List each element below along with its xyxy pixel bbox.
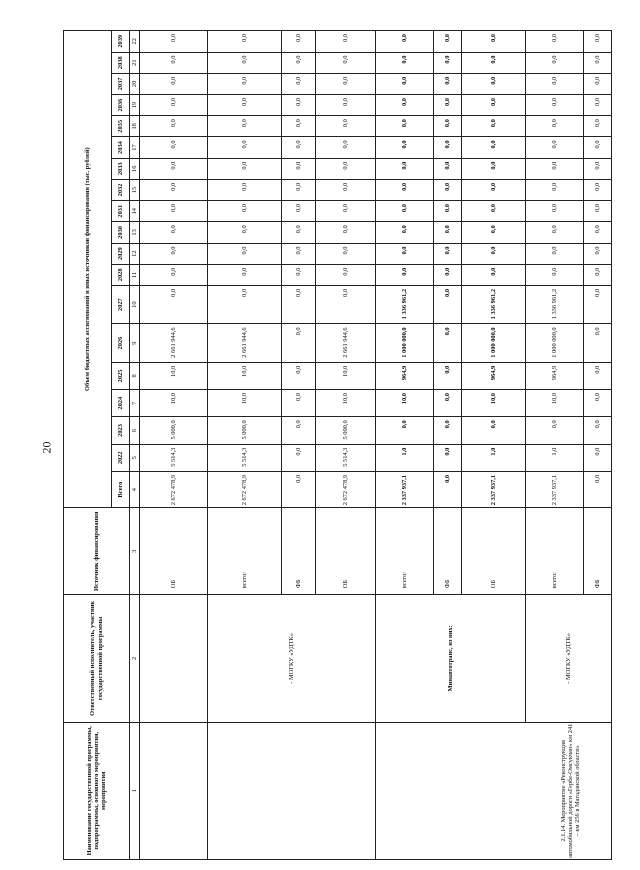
value-cell: 0,0 [140, 285, 208, 323]
header-year: 2036 [112, 95, 130, 116]
value-cell: 1 336 961,2 [462, 285, 526, 323]
table-row [208, 31, 282, 860]
value-cell: 0,0 [140, 179, 208, 200]
source-cell: ФБ [584, 508, 612, 595]
value-cell: 0,0 [584, 264, 612, 285]
value-cell: 0,0 [316, 158, 376, 179]
value-cell: 0,0 [376, 417, 434, 444]
value-cell: 0,0 [584, 116, 612, 137]
column-number: 15 [130, 179, 140, 200]
header-year: 2032 [112, 179, 130, 200]
value-cell: 0,0 [316, 201, 376, 222]
value-cell: 0,0 [584, 137, 612, 158]
value-cell: 1,0 [526, 444, 584, 471]
column-number: 7 [130, 390, 140, 417]
value-cell: 0,0 [584, 324, 612, 362]
value-cell: 0,0 [434, 158, 462, 179]
column-number: 3 [130, 508, 140, 595]
value-cell: 0,0 [434, 444, 462, 471]
value-cell: 0,0 [316, 243, 376, 264]
value-cell: 0,0 [208, 116, 282, 137]
value-cell: 0,0 [584, 73, 612, 94]
value-cell: 10,0 [140, 362, 208, 389]
program-name-cell [208, 722, 376, 859]
executor-cell: - МОГКУ «УДТК» [208, 595, 376, 722]
value-cell: 5 000,0 [316, 417, 376, 444]
column-number: 8 [130, 362, 140, 389]
program-name-cell [140, 722, 208, 859]
value-cell: 0,0 [316, 31, 376, 53]
value-cell: 0,0 [208, 264, 282, 285]
value-cell: 0,0 [376, 158, 434, 179]
value-cell: 0,0 [208, 52, 282, 73]
value-cell: 0,0 [434, 137, 462, 158]
value-cell: 0,0 [462, 52, 526, 73]
value-cell: 0,0 [462, 73, 526, 94]
value-cell: 0,0 [376, 95, 434, 116]
budget-table-sheet [63, 30, 611, 860]
value-cell: 0,0 [584, 243, 612, 264]
value-cell: 2 661 944,6 [316, 324, 376, 362]
value-cell: 0,0 [526, 243, 584, 264]
value-cell: 0,0 [140, 243, 208, 264]
value-cell: 2 661 944,6 [140, 324, 208, 362]
header-year: 2034 [112, 137, 130, 158]
value-cell: 10,0 [208, 362, 282, 389]
column-number: 18 [130, 116, 140, 137]
value-cell: 0,0 [282, 158, 316, 179]
value-cell: 0,0 [282, 444, 316, 471]
value-cell: 0,0 [434, 73, 462, 94]
value-cell: 0,0 [434, 243, 462, 264]
value-cell: 0,0 [376, 73, 434, 94]
value-cell: 1 000 000,0 [526, 324, 584, 362]
value-cell: 5 514,3 [208, 444, 282, 471]
value-cell: 0,0 [316, 95, 376, 116]
column-number: 19 [130, 95, 140, 116]
value-cell: 0,0 [140, 73, 208, 94]
value-cell: 0,0 [584, 179, 612, 200]
value-cell: 0,0 [140, 31, 208, 53]
value-cell: 10,0 [376, 390, 434, 417]
value-cell: 0,0 [434, 362, 462, 389]
value-cell: 0,0 [434, 31, 462, 53]
value-cell: 0,0 [462, 158, 526, 179]
column-number: 20 [130, 73, 140, 94]
page-number: 20 [39, 441, 54, 454]
value-cell: 0,0 [526, 222, 584, 243]
value-cell: 0,0 [282, 31, 316, 53]
value-cell: 1 000 000,0 [462, 324, 526, 362]
value-cell: 2 337 937,1 [526, 471, 584, 507]
header-year: 2035 [112, 116, 130, 137]
header-year: 2022 [112, 444, 130, 471]
value-cell: 0,0 [434, 324, 462, 362]
header-year: 2031 [112, 201, 130, 222]
source-cell: ОБ [316, 508, 376, 595]
value-cell: 0,0 [584, 390, 612, 417]
header-year: 2030 [112, 222, 130, 243]
value-cell: 0,0 [526, 95, 584, 116]
source-cell: всего: [526, 508, 584, 595]
value-cell: 0,0 [434, 201, 462, 222]
value-cell: 0,0 [282, 471, 316, 507]
header-year: 2033 [112, 158, 130, 179]
value-cell: 10,0 [526, 390, 584, 417]
value-cell: 0,0 [462, 222, 526, 243]
value-cell: 0,0 [462, 264, 526, 285]
executor-cell [140, 595, 208, 722]
value-cell: 0,0 [376, 264, 434, 285]
value-cell: 0,0 [316, 73, 376, 94]
value-cell: 1,0 [376, 444, 434, 471]
column-number: 16 [130, 158, 140, 179]
header-year: 2027 [112, 285, 130, 323]
value-cell: 0,0 [282, 179, 316, 200]
column-number: 4 [130, 471, 140, 507]
column-number: 2 [130, 595, 140, 722]
value-cell: 0,0 [316, 52, 376, 73]
value-cell: 5 514,3 [140, 444, 208, 471]
value-cell: 2 672 478,9 [208, 471, 282, 507]
value-cell: 0,0 [282, 243, 316, 264]
value-cell: 0,0 [208, 222, 282, 243]
value-cell: 964,9 [526, 362, 584, 389]
value-cell: 0,0 [462, 201, 526, 222]
header-name: Наименование государственной программы, подпрограммы, основного мероприятия, мероприятия [64, 722, 130, 859]
header-source: Источник финансирования [64, 508, 130, 595]
value-cell: 0,0 [282, 285, 316, 323]
column-number: 10 [130, 285, 140, 323]
value-cell: 0,0 [282, 95, 316, 116]
column-number: 5 [130, 444, 140, 471]
value-cell: 0,0 [140, 222, 208, 243]
value-cell: 0,0 [282, 73, 316, 94]
column-number: 14 [130, 201, 140, 222]
measure-name-cell: 2.1.14. Мероприятие «Реконструкция автомобильной дороги «Гербе-Омсукчан» км 241 – км 256 в Магаданской области» [376, 722, 612, 859]
value-cell: 0,0 [208, 243, 282, 264]
header-year: 2026 [112, 324, 130, 362]
value-cell: 0,0 [376, 222, 434, 243]
value-cell: 0,0 [282, 264, 316, 285]
value-cell: 0,0 [462, 137, 526, 158]
value-cell: 0,0 [208, 158, 282, 179]
value-cell: 0,0 [282, 201, 316, 222]
column-number: 1 [130, 722, 140, 859]
value-cell: 2 661 944,6 [208, 324, 282, 362]
value-cell: 0,0 [208, 201, 282, 222]
value-cell: 0,0 [376, 243, 434, 264]
budget-table [63, 30, 612, 860]
value-cell: 0,0 [526, 264, 584, 285]
value-cell: 0,0 [140, 52, 208, 73]
header-total: Всего [112, 471, 130, 507]
source-cell: ОБ [140, 508, 208, 595]
value-cell: 2 672 478,9 [140, 471, 208, 507]
value-cell: 0,0 [208, 31, 282, 53]
value-cell: 0,0 [316, 222, 376, 243]
header-year: 2024 [112, 390, 130, 417]
table-row [140, 31, 208, 860]
value-cell: 0,0 [140, 158, 208, 179]
value-cell: 0,0 [462, 179, 526, 200]
value-cell: 2 337 937,1 [462, 471, 526, 507]
value-cell: 0,0 [316, 285, 376, 323]
value-cell: 0,0 [140, 264, 208, 285]
value-cell: 0,0 [526, 116, 584, 137]
value-cell: 0,0 [526, 179, 584, 200]
value-cell: 10,0 [462, 390, 526, 417]
value-cell: 2 337 937,1 [376, 471, 434, 507]
value-cell: 0,0 [208, 95, 282, 116]
source-cell: ФБ [434, 508, 462, 595]
value-cell: 0,0 [434, 285, 462, 323]
value-cell: 10,0 [140, 390, 208, 417]
value-cell: 0,0 [282, 417, 316, 444]
value-cell: 0,0 [526, 137, 584, 158]
value-cell: 0,0 [208, 285, 282, 323]
header-year: 2025 [112, 362, 130, 389]
value-cell: 0,0 [434, 471, 462, 507]
value-cell: 0,0 [208, 179, 282, 200]
value-cell: 0,0 [316, 179, 376, 200]
value-cell: 0,0 [282, 137, 316, 158]
value-cell: 0,0 [434, 116, 462, 137]
value-cell: 10,0 [208, 390, 282, 417]
value-cell: 0,0 [462, 417, 526, 444]
column-number: 17 [130, 137, 140, 158]
value-cell: 0,0 [316, 264, 376, 285]
value-cell: 0,0 [376, 116, 434, 137]
value-cell: 0,0 [376, 179, 434, 200]
value-cell: 10,0 [316, 390, 376, 417]
source-cell: всего: [208, 508, 282, 595]
value-cell: 0,0 [376, 201, 434, 222]
column-number: 12 [130, 243, 140, 264]
value-cell: 0,0 [434, 390, 462, 417]
source-cell: всего: [376, 508, 434, 595]
header-executor: Ответственный исполнитель, участник государственной программы [64, 595, 130, 722]
value-cell: 0,0 [140, 95, 208, 116]
value-cell: 0,0 [208, 137, 282, 158]
value-cell: 10,0 [316, 362, 376, 389]
header-year: 2029 [112, 243, 130, 264]
value-cell: 964,9 [462, 362, 526, 389]
value-cell: 5 000,0 [140, 417, 208, 444]
source-cell: ОБ [462, 508, 526, 595]
header-year: 2023 [112, 417, 130, 444]
value-cell: 0,0 [526, 417, 584, 444]
value-cell: 1 336 961,2 [376, 285, 434, 323]
source-cell: ФБ [282, 508, 316, 595]
table-row [376, 31, 434, 860]
value-cell: 0,0 [282, 116, 316, 137]
executor-cell: Минавтотранс, из них: [376, 595, 526, 722]
value-cell: 0,0 [434, 264, 462, 285]
value-cell: 964,9 [376, 362, 434, 389]
value-cell: 0,0 [584, 417, 612, 444]
column-number: 22 [130, 31, 140, 53]
value-cell: 0,0 [376, 52, 434, 73]
value-cell: 0,0 [526, 52, 584, 73]
value-cell: 0,0 [584, 95, 612, 116]
value-cell: 0,0 [434, 52, 462, 73]
header-year: 2028 [112, 264, 130, 285]
value-cell: 1 336 961,2 [526, 285, 584, 323]
value-cell: 0,0 [140, 137, 208, 158]
header-year: 2039 [112, 31, 130, 53]
value-cell: 5 514,3 [316, 444, 376, 471]
value-cell: 0,0 [316, 137, 376, 158]
value-cell: 0,0 [282, 362, 316, 389]
header-row [64, 31, 112, 860]
column-number: 11 [130, 264, 140, 285]
value-cell: 0,0 [526, 31, 584, 53]
value-cell: 0,0 [282, 390, 316, 417]
value-cell: 2 672 478,9 [316, 471, 376, 507]
value-cell: 0,0 [526, 73, 584, 94]
column-number: 13 [130, 222, 140, 243]
header-funding-group: Объем бюджетных ассигнований и иных источников финансирования (тыс. рублей) [64, 31, 112, 508]
value-cell: 0,0 [584, 158, 612, 179]
value-cell: 0,0 [462, 243, 526, 264]
value-cell: 0,0 [434, 179, 462, 200]
header-year: 2038 [112, 52, 130, 73]
header-year: 2037 [112, 73, 130, 94]
value-cell: 0,0 [584, 471, 612, 507]
value-cell: 0,0 [434, 222, 462, 243]
column-number: 21 [130, 52, 140, 73]
column-number: 9 [130, 324, 140, 362]
value-cell: 1,0 [462, 444, 526, 471]
value-cell: 0,0 [140, 116, 208, 137]
value-cell: 0,0 [584, 362, 612, 389]
column-number: 6 [130, 417, 140, 444]
value-cell: 0,0 [584, 222, 612, 243]
column-number-row [130, 31, 140, 860]
value-cell: 0,0 [282, 324, 316, 362]
value-cell: 0,0 [282, 52, 316, 73]
value-cell: 1 000 000,0 [376, 324, 434, 362]
value-cell: 0,0 [462, 95, 526, 116]
value-cell: 0,0 [434, 95, 462, 116]
value-cell: 0,0 [584, 444, 612, 471]
value-cell: 0,0 [140, 201, 208, 222]
value-cell: 0,0 [434, 417, 462, 444]
value-cell: 0,0 [462, 116, 526, 137]
value-cell: 0,0 [526, 158, 584, 179]
value-cell: 0,0 [526, 201, 584, 222]
value-cell: 0,0 [584, 285, 612, 323]
executor-cell: - МОГКУ «УДТК» [526, 595, 612, 722]
value-cell: 0,0 [282, 222, 316, 243]
value-cell: 0,0 [376, 31, 434, 53]
value-cell: 0,0 [584, 31, 612, 53]
value-cell: 0,0 [462, 31, 526, 53]
value-cell: 0,0 [208, 73, 282, 94]
value-cell: 0,0 [584, 201, 612, 222]
value-cell: 5 000,0 [208, 417, 282, 444]
value-cell: 0,0 [376, 137, 434, 158]
value-cell: 0,0 [584, 52, 612, 73]
value-cell: 0,0 [316, 116, 376, 137]
